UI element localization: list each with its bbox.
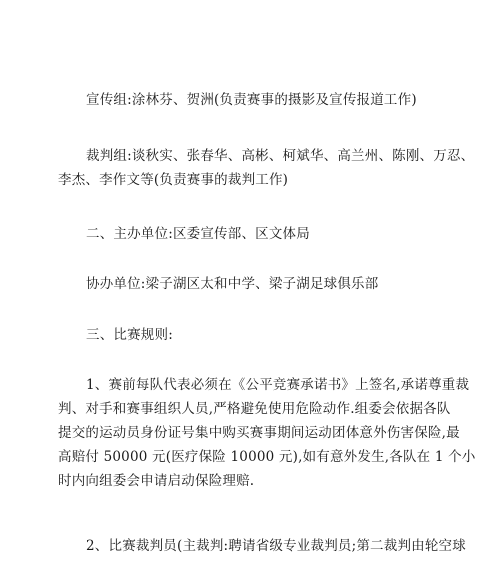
cut-off-next-line	[0, 554, 500, 566]
text-line: 提交的运动员身份证号集中购买赛事期间运动团体意外伤害保险,最	[58, 425, 460, 441]
organizer-heading	[0, 222, 500, 246]
co-organizer-paragraph	[0, 272, 500, 296]
text-line: 三、比赛规则:	[86, 327, 173, 343]
text-line: 裁判组:谈秋实、张春华、高彬、柯斌华、高兰州、陈刚、万忍、	[86, 148, 475, 164]
text-line: 宣传组:涂林芬、贺洲(负责赛事的摄影及宣传报道工作)	[86, 92, 417, 108]
text-line: 李杰、李作文等(负责赛事的裁判工作)	[58, 172, 289, 188]
text-line: 2、比赛裁判员(主裁判:聘请省级专业裁判员;第二裁判由轮空球	[86, 538, 466, 554]
rules-heading	[0, 323, 500, 347]
rule-1-paragraph	[0, 373, 500, 493]
referee-group-paragraph	[0, 144, 500, 192]
text-line: 时内向组委会申请启动保险理赔.	[58, 473, 255, 489]
text-line: 高赔付 50000 元(医疗保险 10000 元),如有意外发生,各队在 1 个小	[58, 449, 476, 465]
text-line: 协办单位:梁子湖区太和中学、梁子湖足球俱乐部	[86, 276, 379, 292]
text-line: 1、赛前每队代表必须在《公平竞赛承诺书》上签名,承诺尊重裁	[86, 377, 470, 393]
publicity-group-paragraph	[0, 88, 500, 112]
text-line: 二、主办单位:区委宣传部、区文体局	[86, 226, 310, 242]
text-line: 判、对手和赛事组织人员,严格避免使用危险动作.组委会依据各队	[58, 401, 451, 417]
